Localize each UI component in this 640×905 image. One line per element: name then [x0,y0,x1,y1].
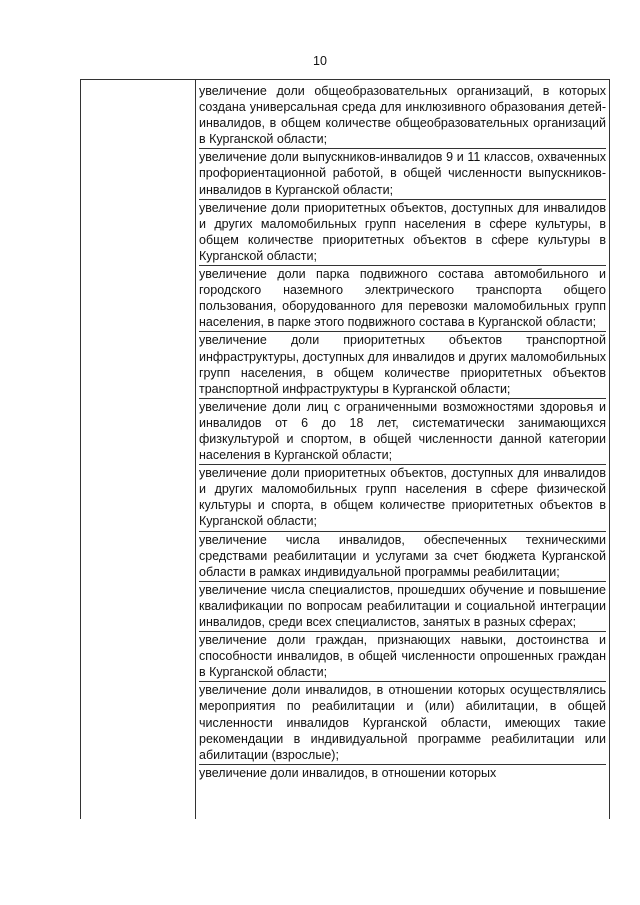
list-item: увеличение доли инвалидов, в отношении которых осуществлялись мероприятия по реабилитации и (или) абилитации, в общей численности инвалидов Курганской области, имеющих такие рекомендации в индивидуальной программе реабилитации или абилитации (взрослые); [199,682,606,764]
table-right-column [199,83,606,819]
list-item: увеличение доли приоритетных объектов, доступных для инвалидов и других маломобильных групп населения в сфере физической культуры и спорта, в общем количестве приоритетных объектов в Курганской области; [199,465,606,531]
list-item: увеличение доли общеобразовательных организаций, в которых создана универсальная среда для инклюзивного образования детей-инвалидов, в общем количестве общеобразовательных организаций в Курганской области; [199,83,606,149]
page-number: 10 [313,54,327,68]
list-item: увеличение доли выпускников-инвалидов 9 и 11 классов, охваченных профориентационной работой, в общей численности выпускников-инвалидов в Курганской области; [199,149,606,199]
list-item: увеличение доли приоритетных объектов, доступных для инвалидов и других маломобильных групп населения в сфере культуры, в общем количестве приоритетных объектов в сфере культуры в Курганской области; [199,200,606,266]
indicators-table [80,79,610,819]
list-item: увеличение доли лиц с ограниченными возможностями здоровья и инвалидов от 6 до 18 лет, систематически занимающихся физкультурой и спортом, в общей численности данной категории населения в Курганской области; [199,399,606,465]
list-item: увеличение числа инвалидов, обеспеченных техническими средствами реабилитации и услугами за счет бюджета Курганской области в рамках индивидуальной программы реабилитации; [199,532,606,582]
list-item: увеличение числа специалистов, прошедших обучение и повышение квалификации по вопросам реабилитации и социальной интеграции инвалидов, среди всех специалистов, занятых в разных сферах; [199,582,606,632]
table-left-column [81,80,196,819]
list-item: увеличение доли парка подвижного состава автомобильного и городского наземного электрического транспорта общего пользования, оборудованного для перевозки маломобильных групп населения, в парке этого подвижного состава в Курганской области; [199,266,606,332]
list-item: увеличение доли инвалидов, в отношении которых [199,765,497,780]
list-item: увеличение доли граждан, признающих навыки, достоинства и способности инвалидов, в общей численности опрошенных граждан в Курганской области; [199,632,606,682]
list-item: увеличение доли приоритетных объектов транспортной инфраструктуры, доступных для инвалидов и других маломобильных групп населения, в общем количестве приоритетных объектов транспортной инфраструктуры в Курганской области; [199,332,606,398]
